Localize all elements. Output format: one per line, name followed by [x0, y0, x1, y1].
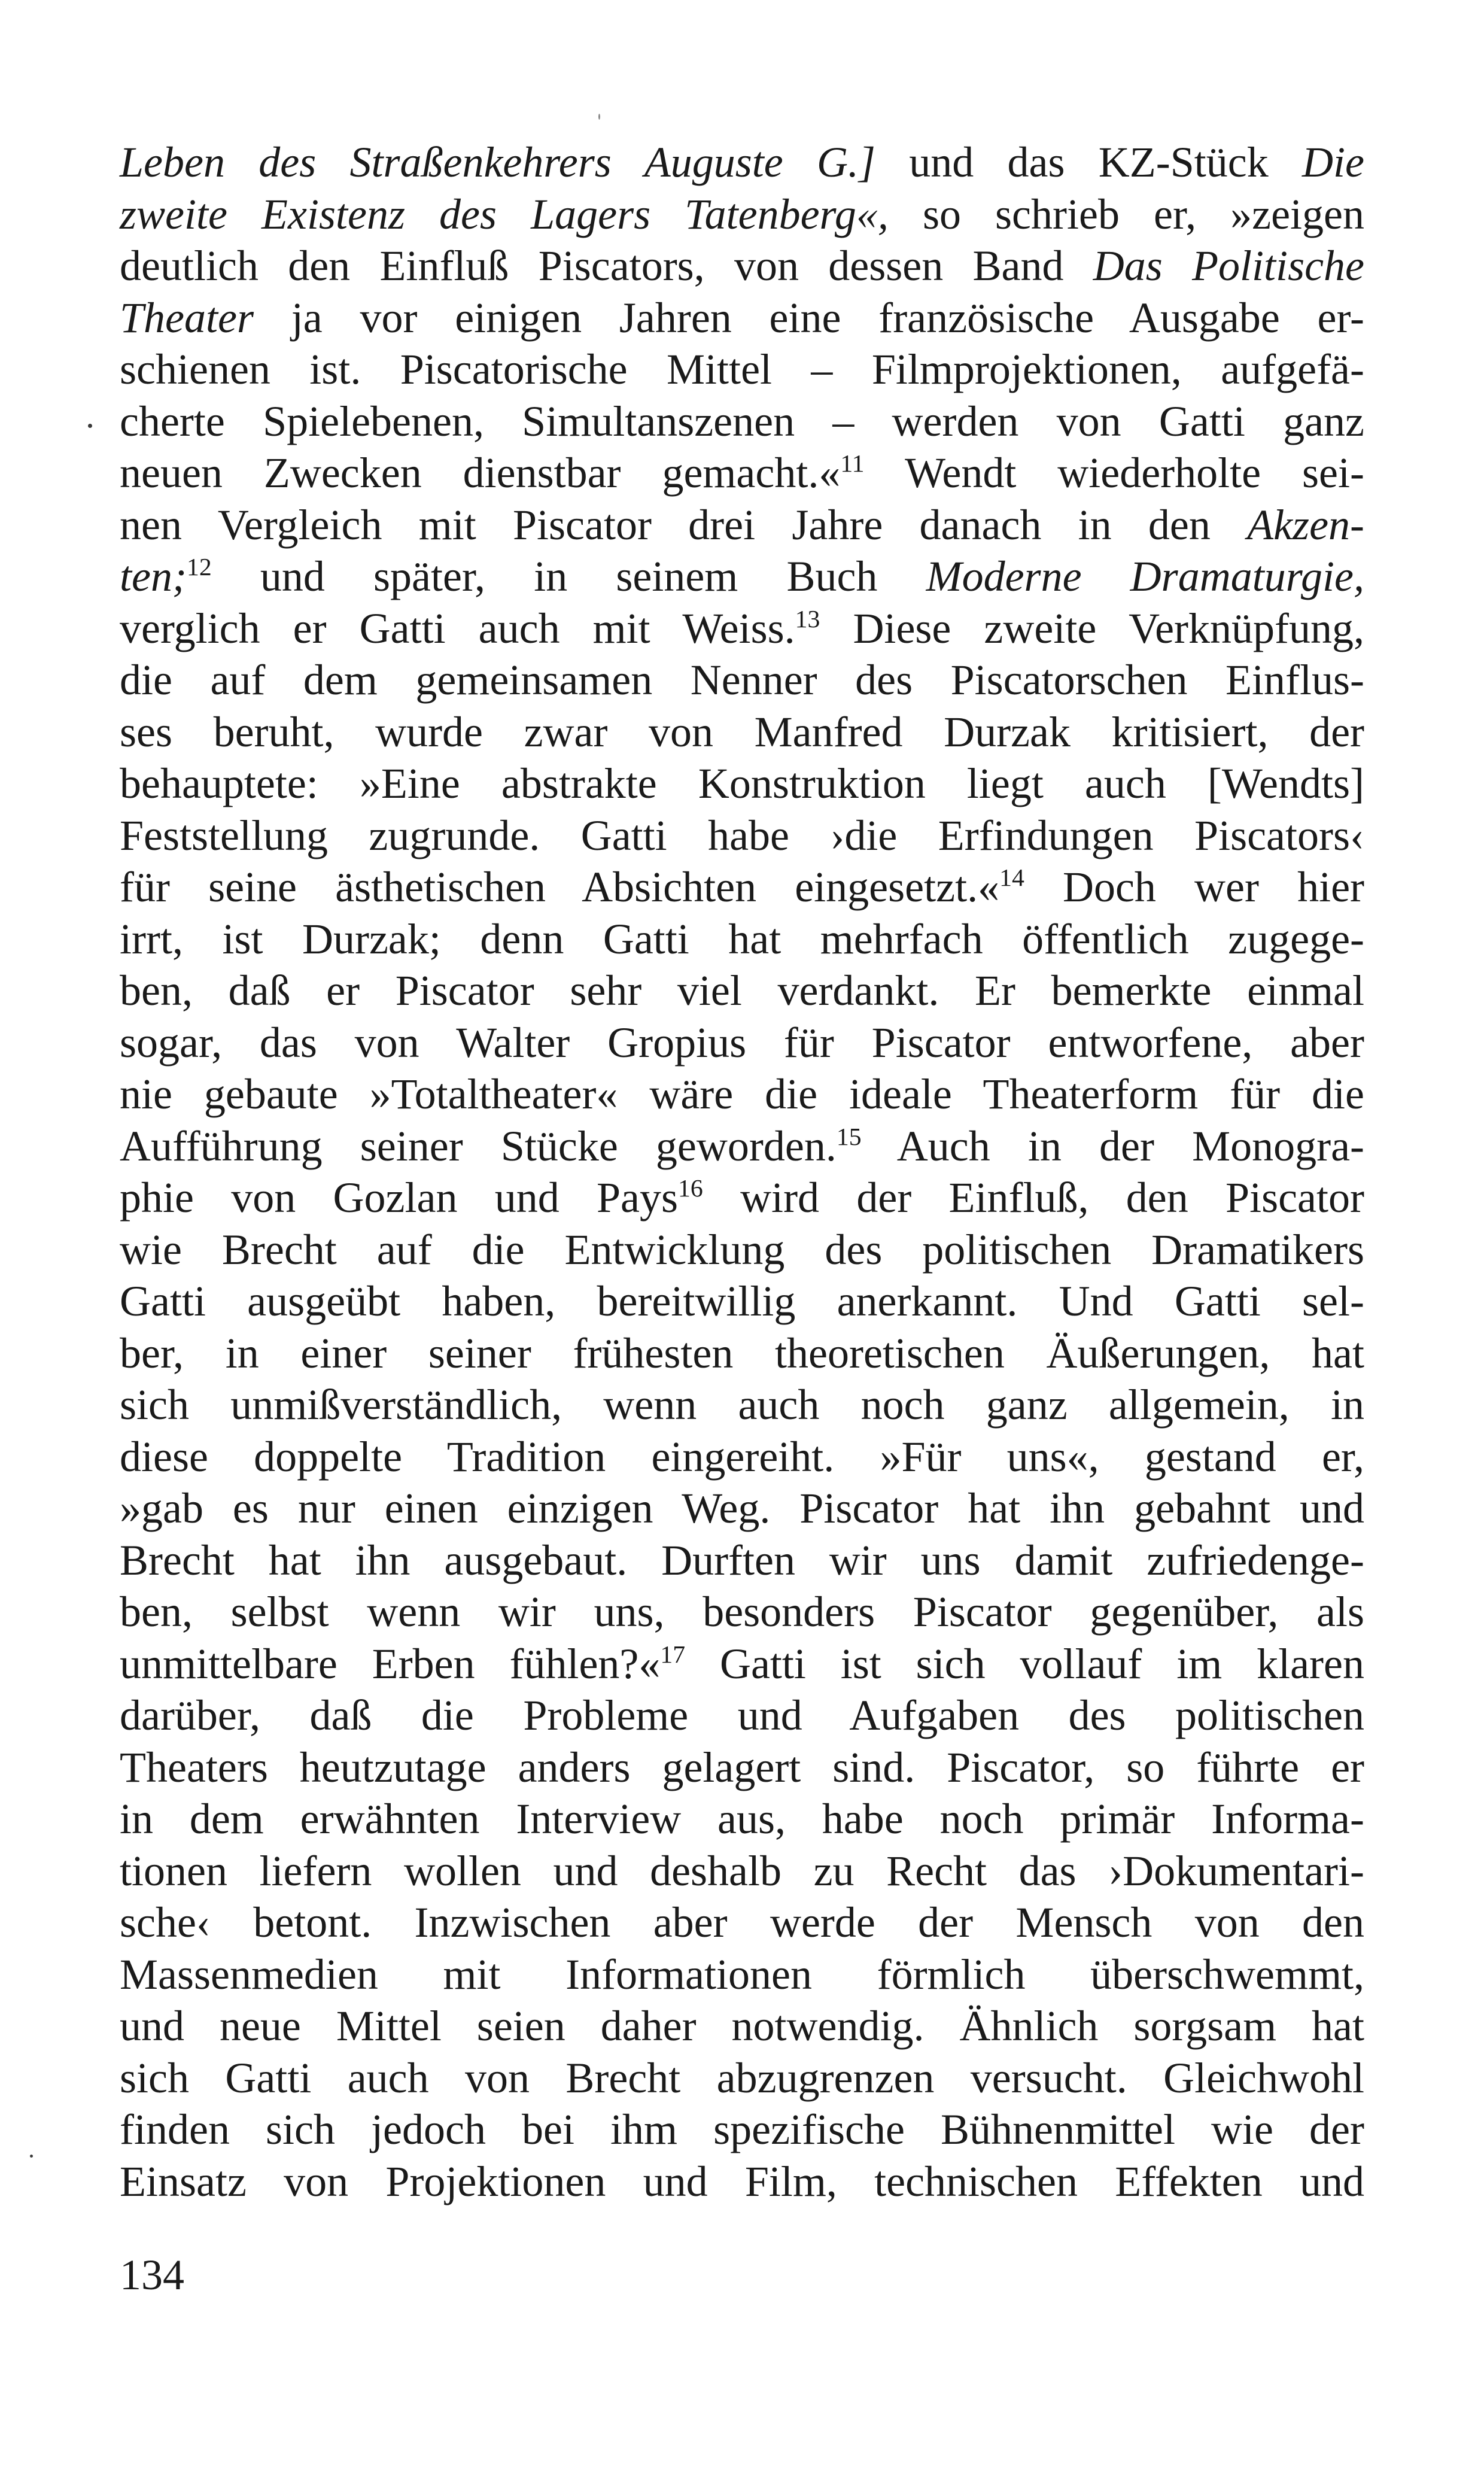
text-run: Gatti ist sich vollauf im klaren	[685, 1639, 1364, 1688]
text-run: diese doppelte Tradition eingereiht. »Für uns«, gestand er,	[120, 1432, 1364, 1481]
text-run: ja vor einigen Jahren eine französische Ausgabe er-	[253, 293, 1364, 342]
text-run: nie gebaute »Totaltheater« wäre die ideale Theaterform für die	[120, 1070, 1364, 1118]
text-run: finden sich jedoch bei ihm spezifische Bühnenmittel wie der	[120, 2106, 1364, 2153]
text-line	[120, 758, 1364, 810]
text-line	[120, 1120, 1364, 1172]
text-run: verglich er Gatti auch mit Weiss.	[120, 604, 795, 652]
text-run: darüber, daß die Probleme und Aufgaben des politischen	[120, 1691, 1364, 1739]
print-speck	[88, 424, 92, 428]
text-line	[120, 1638, 1364, 1690]
text-run: wird der Einfluß, den Piscator	[703, 1174, 1364, 1222]
text-line	[120, 551, 1364, 603]
footnote-marker: 14	[999, 864, 1024, 892]
text-line	[120, 2104, 1364, 2156]
text-line	[120, 2000, 1364, 2052]
italic-title-text: ten;	[120, 552, 187, 600]
text-line	[120, 1068, 1364, 1120]
text-line	[120, 810, 1364, 862]
text-line	[120, 396, 1364, 448]
text-run: ses beruht, wurde zwar von Manfred Durzak kritisiert, der	[120, 707, 1364, 756]
text-line	[120, 499, 1364, 551]
text-line	[120, 189, 1364, 241]
text-run: Massenmedien mit Informationen förmlich überschwemmt,	[120, 1950, 1364, 1998]
text-run: ben, daß er Piscator sehr viel verdankt. Er bemerkte einmal	[120, 967, 1364, 1014]
text-line	[120, 1275, 1364, 1327]
text-run: nen Vergleich mit Piscator drei Jahre danach in den	[120, 500, 1248, 549]
text-line	[120, 1742, 1364, 1794]
text-run: schienen ist. Piscatorische Mittel – Filmprojektionen, aufgefä-	[120, 345, 1364, 393]
italic-title-text: Leben des Straßenkehrers Auguste G.]	[120, 138, 875, 186]
text-run: neuen Zwecken dienstbar gemacht.«	[120, 449, 841, 497]
text-run: wie Brecht auf die Entwicklung des politischen Dramatikers	[120, 1225, 1364, 1274]
footnote-marker: 16	[678, 1175, 703, 1203]
text-run: Diese zweite Verknüpfung,	[820, 604, 1364, 652]
body-text	[120, 136, 1364, 2207]
text-run: sich Gatti auch von Brecht abzugrenzen versucht. Gleichwohl	[120, 2053, 1364, 2102]
italic-title-text: Akzen-	[1247, 500, 1364, 549]
text-line	[120, 344, 1364, 396]
text-line	[120, 2052, 1364, 2104]
text-line	[120, 1017, 1364, 1069]
text-line	[120, 292, 1364, 344]
text-line	[120, 1845, 1364, 1897]
text-line	[120, 965, 1364, 1017]
italic-title-text: Die	[1302, 138, 1364, 186]
text-line	[120, 1793, 1364, 1845]
footnote-marker: 11	[840, 450, 865, 478]
text-line	[120, 1897, 1364, 1949]
print-speck	[30, 2155, 33, 2158]
page-number: 134	[120, 2251, 184, 2299]
text-line	[120, 1586, 1364, 1638]
text-run: unmittelbare Erben fühlen?«	[120, 1639, 661, 1688]
italic-title-text: zweite Existenz des Lagers Tatenberg«,	[120, 190, 889, 238]
text-line	[120, 1690, 1364, 1742]
text-run: Brecht hat ihn ausgebaut. Durften wir uns damit zufriedenge-	[120, 1536, 1364, 1584]
footnote-marker: 12	[186, 554, 212, 582]
text-run: »gab es nur einen einzigen Weg. Piscator hat ihn gebahnt und	[120, 1484, 1364, 1532]
text-run: sche‹ betont. Inzwischen aber werde der Mensch von den	[120, 1898, 1364, 1946]
text-run: so schrieb er, »zeigen	[888, 190, 1365, 238]
text-line	[120, 136, 1364, 189]
text-run: in dem erwähnten Interview aus, habe noch primär Informa-	[120, 1795, 1364, 1843]
text-line	[120, 654, 1364, 706]
text-line	[120, 240, 1364, 292]
italic-title-text: Moderne Dramaturgie,	[926, 552, 1365, 600]
text-run: die auf dem gemeinsamen Nenner des Piscatorschen Einflus-	[120, 656, 1364, 704]
text-run: Feststellung zugrunde. Gatti habe ›die Erfindungen Piscators‹	[120, 811, 1364, 859]
text-line	[120, 913, 1364, 965]
text-run: Doch wer hier	[1024, 863, 1365, 911]
text-line	[120, 603, 1364, 655]
text-run: sich unmißverständlich, wenn auch noch ganz allgemein, in	[120, 1381, 1364, 1429]
text-run: sogar, das von Walter Gropius für Piscator entworfene, aber	[120, 1018, 1364, 1067]
text-line	[120, 1327, 1364, 1380]
text-run: Theaters heutzutage anders gelagert sind. Piscator, so führte er	[120, 1743, 1364, 1791]
italic-title-text: Theater	[120, 293, 254, 342]
text-line	[120, 1172, 1364, 1224]
text-line	[120, 1431, 1364, 1483]
text-run: Aufführung seiner Stücke geworden.	[120, 1122, 837, 1170]
text-line	[120, 2156, 1364, 2208]
text-line	[120, 861, 1364, 913]
text-line	[120, 1224, 1364, 1276]
text-run: behauptete: »Eine abstrakte Konstruktion liegt auch [Wendts]	[120, 759, 1364, 807]
text-run: Einsatz von Projektionen und Film, technischen Effekten und	[120, 2157, 1364, 2205]
text-run: phie von Gozlan und Pays	[120, 1174, 679, 1222]
text-line	[120, 1379, 1364, 1431]
text-run: und später, in seinem Buch	[211, 552, 926, 600]
text-run: cherte Spielebenen, Simultanszenen – werden von Gatti ganz	[120, 397, 1364, 445]
text-run: deutlich den Einfluß Piscators, von dessen Band	[120, 242, 1093, 290]
text-run: und das KZ-Stück	[875, 138, 1303, 186]
print-speck	[598, 114, 600, 120]
text-line	[120, 1949, 1364, 2001]
footnote-marker: 15	[836, 1123, 862, 1151]
text-line	[120, 447, 1364, 499]
text-run: ber, in einer seiner frühesten theoretischen Äußerungen, hat	[120, 1329, 1364, 1377]
text-run: Gatti ausgeübt haben, bereitwillig anerkannt. Und Gatti sel-	[120, 1277, 1364, 1325]
text-run: irrt, ist Durzak; denn Gatti hat mehrfach öffentlich zugege-	[120, 915, 1364, 963]
footnote-marker: 17	[660, 1640, 686, 1669]
text-line	[120, 1482, 1364, 1535]
text-line	[120, 1535, 1364, 1587]
text-run: für seine ästhetischen Absichten eingesetzt.«	[120, 863, 1000, 911]
footnote-marker: 13	[795, 605, 820, 633]
text-run: tionen liefern wollen und deshalb zu Recht das ›Dokumentari-	[120, 1846, 1364, 1895]
text-run: Auch in der Monogra-	[861, 1122, 1364, 1170]
text-run: und neue Mittel seien daher notwendig. Ähnlich sorgsam hat	[120, 2002, 1364, 2050]
text-run: ben, selbst wenn wir uns, besonders Piscator gegenüber, als	[120, 1588, 1364, 1636]
italic-title-text: Das Politische	[1093, 242, 1364, 290]
text-run: Wendt wiederholte sei-	[864, 449, 1364, 497]
text-line	[120, 706, 1364, 758]
